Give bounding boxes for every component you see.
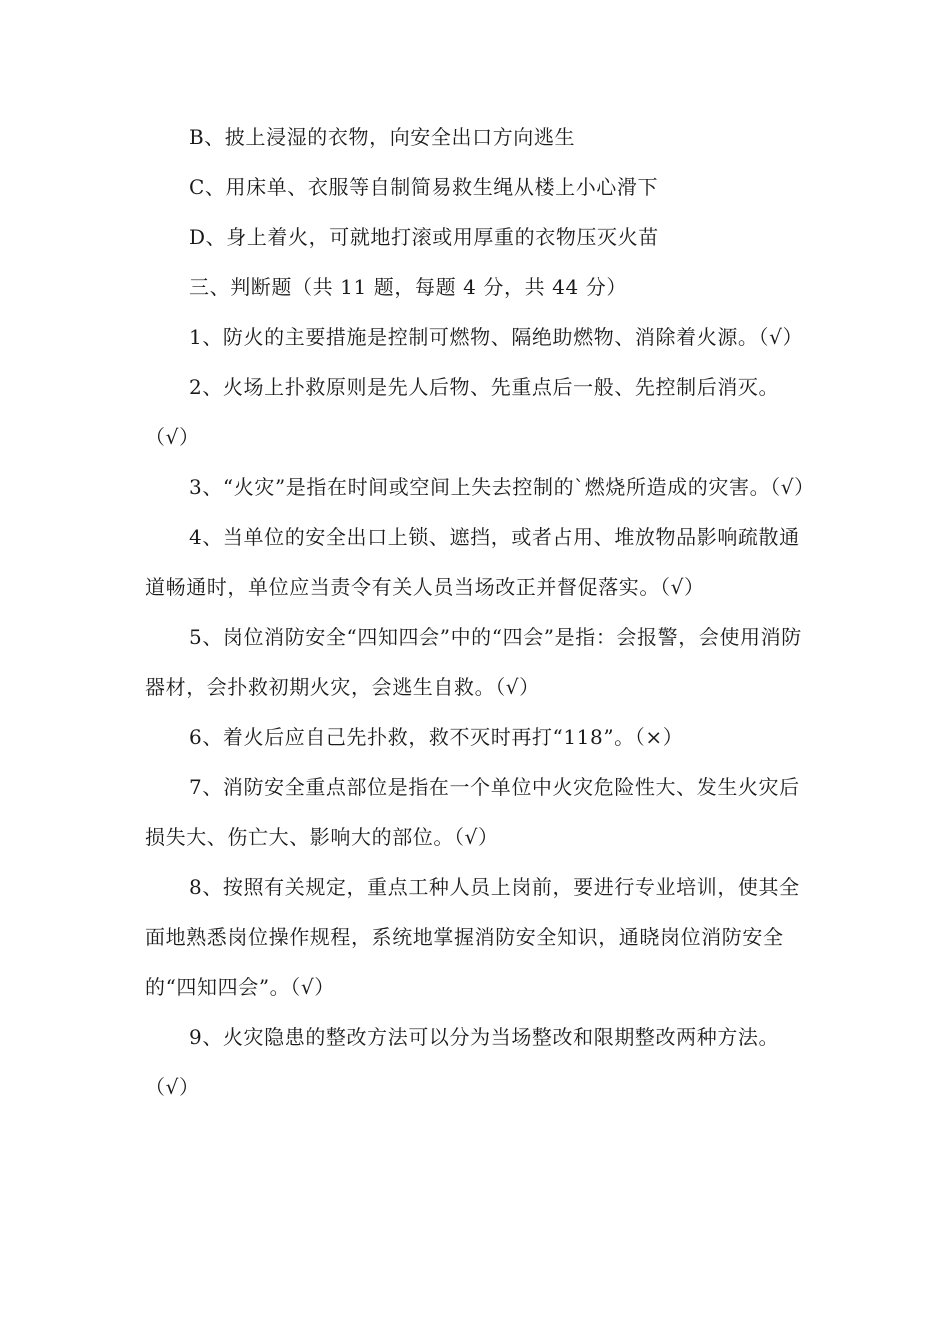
question-item: 5、岗位消防安全“四知四会”中的“四会”是指：会报警，会使用消防器材，会扑救初期火灾，会逃生自救。（√） (145, 625, 802, 699)
question-item: 7、消防安全重点部位是指在一个单位中火灾危险性大、发生火灾后损失大、伤亡大、影响大的部位。（√） (145, 775, 800, 849)
document-body (145, 112, 815, 1112)
question-item: 6、着火后应自己先扑救，救不灭时再打“118”。（×） (189, 725, 684, 749)
question-item: 1、防火的主要措施是控制可燃物、隔绝助燃物、消除着火源。（√） (189, 325, 804, 349)
question-item: 8、按照有关规定，重点工种人员上岗前，要进行专业培训，使其全面地熟悉岗位操作规程，系统地掌握消防安全知识，通晓岗位消防安全的“四知四会”。（√） (145, 875, 800, 999)
option-b: B、披上浸湿的衣物，向安全出口方向逃生 (189, 125, 576, 149)
question-item: 9、火灾隐患的整改方法可以分为当场整改和限期整改两种方法。（√） (145, 1025, 780, 1099)
option-c: C、用床单、衣服等自制简易救生绳从楼上小心滑下 (189, 175, 659, 199)
question-item: 3、“火灾”是指在时间或空间上失去控制的`燃烧所造成的灾害。（√） (189, 475, 815, 499)
question-item: 4、当单位的安全出口上锁、遮挡，或者占用、堆放物品影响疏散通道畅通时，单位应当责令有关人员当场改正并督促落实。（√） (145, 525, 800, 599)
option-d: D、身上着火，可就地打滚或用厚重的衣物压灭火苗 (189, 225, 659, 249)
section-heading: 三、判断题（共 11 题，每题 4 分，共 44 分） (189, 275, 627, 299)
question-item: 2、火场上扑救原则是先人后物、先重点后一般、先控制后消灭。（√） (145, 375, 780, 449)
